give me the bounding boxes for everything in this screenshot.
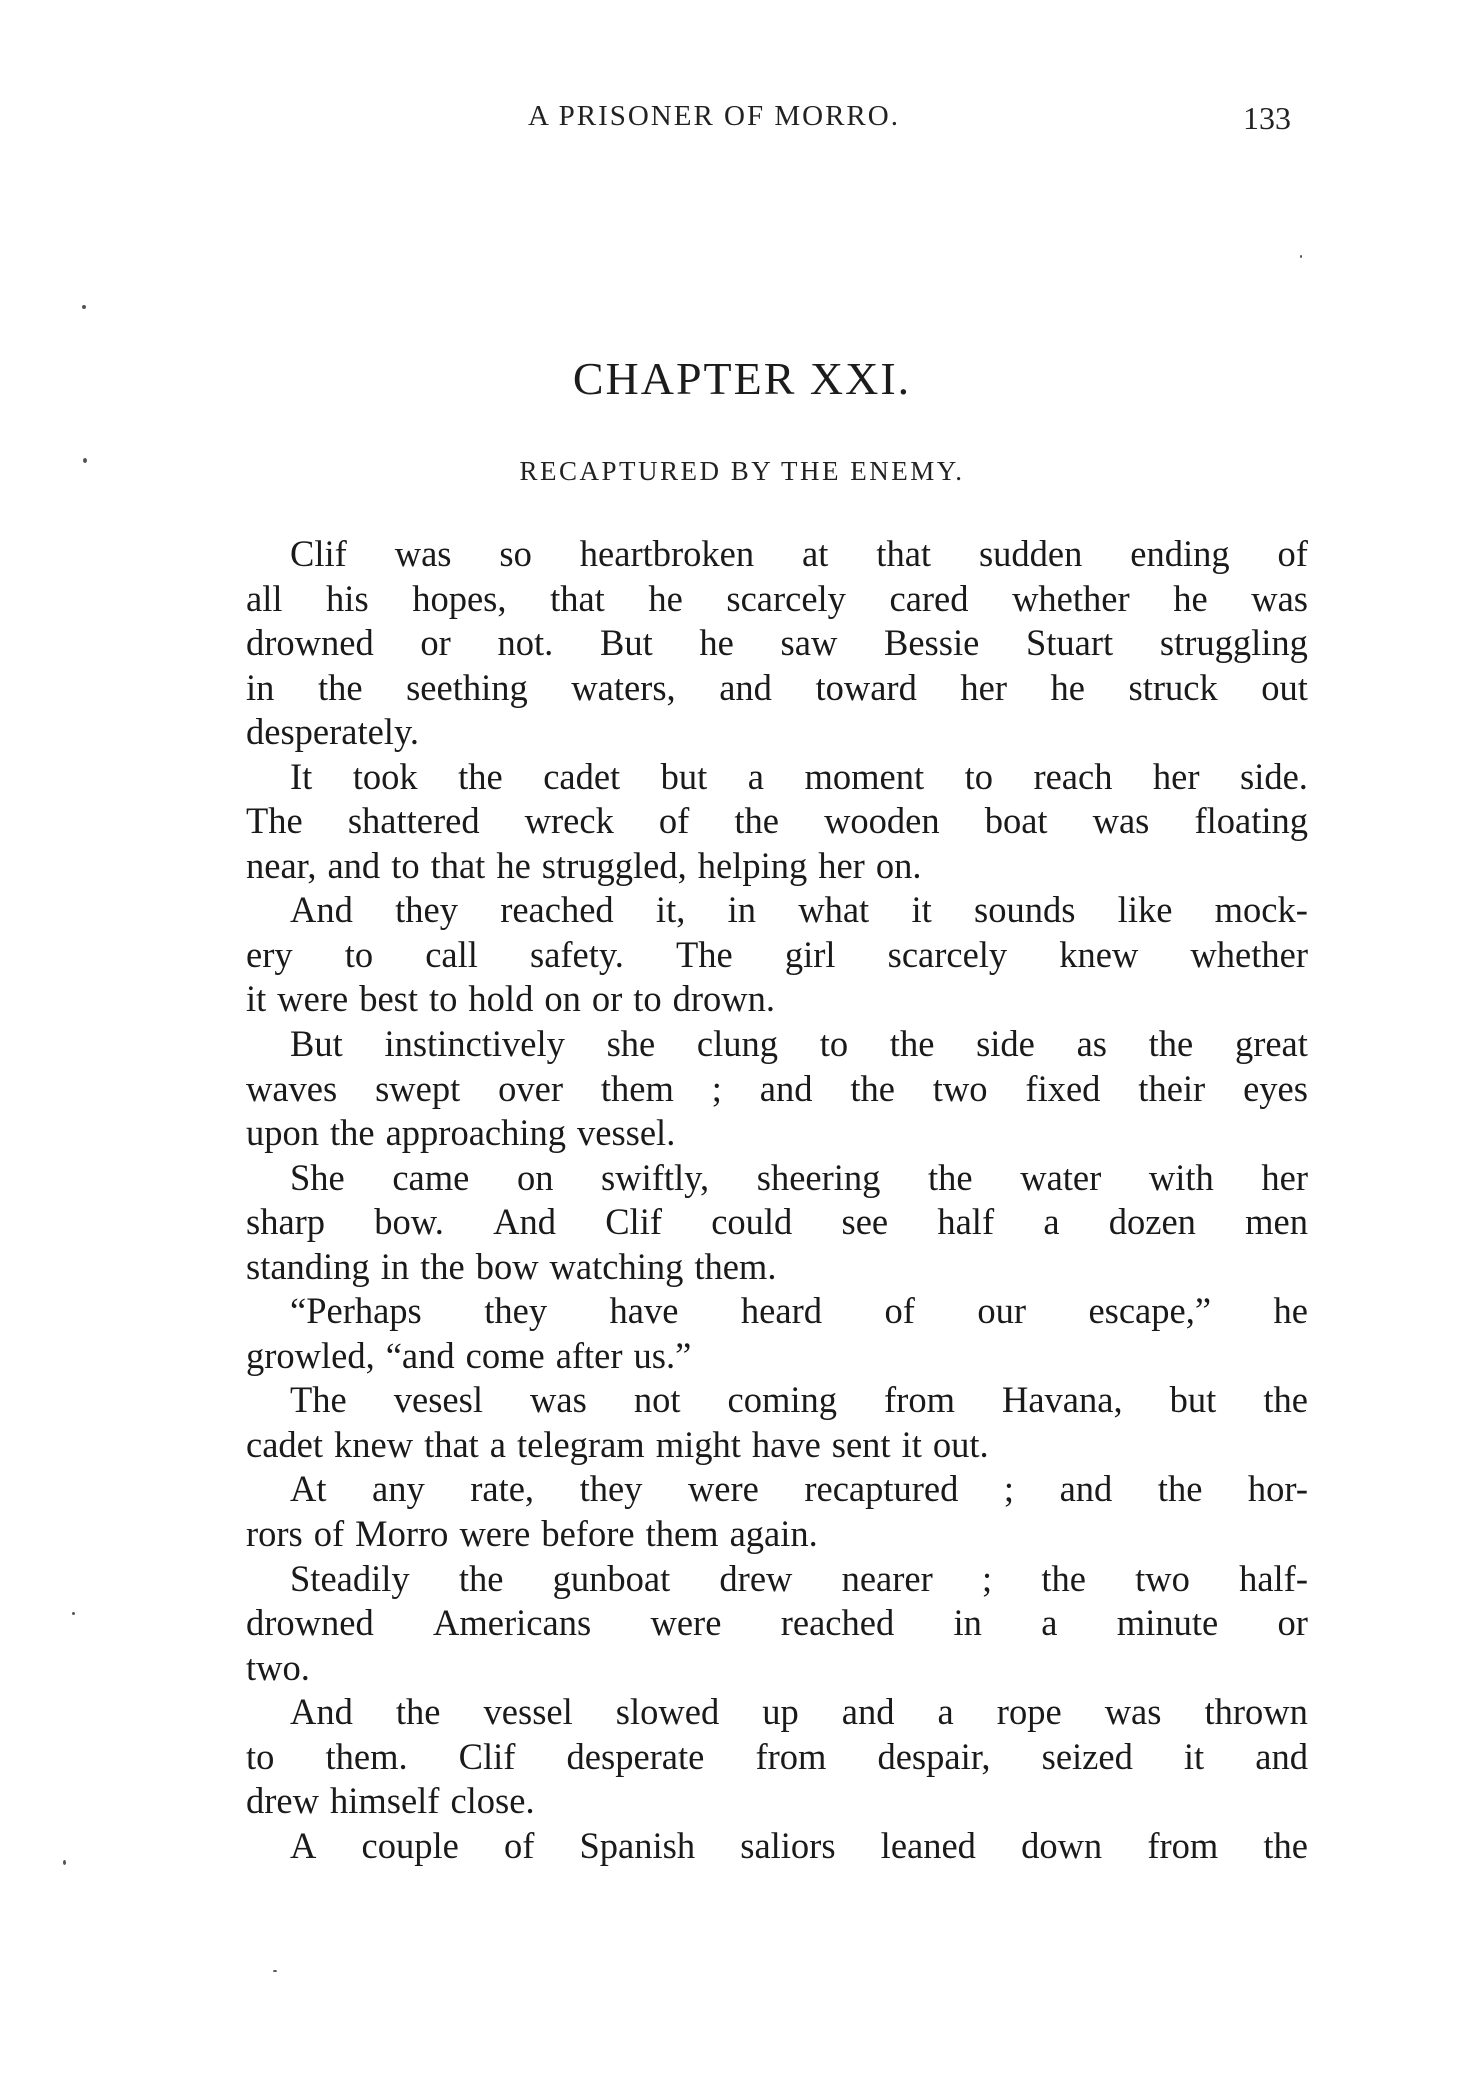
page-number: 133: [1243, 100, 1291, 136]
text-line: The shattered wreck of the wooden boat was floating: [246, 800, 1308, 842]
text-line: in the seething waters, and toward her he struck out: [246, 666, 1308, 708]
text-line: She came on swiftly, sheering the water with her: [290, 1156, 1308, 1198]
text-line: “Perhaps they have heard of our escape,” he: [290, 1290, 1308, 1332]
text-line: desperately.: [246, 711, 419, 753]
text-line: A couple of Spanish saliors leaned down from the: [290, 1824, 1308, 1866]
body-text: [246, 532, 1308, 1868]
chapter-title: CHAPTER XXI.: [572, 353, 912, 404]
text-line: ery to call safety. The girl scarcely knew whether: [246, 933, 1308, 975]
print-speck: [82, 305, 86, 309]
text-line: rors of Morro were before them again.: [246, 1513, 818, 1555]
text-line: two.: [246, 1646, 310, 1688]
text-line: And they reached it, in what it sounds like mock-: [290, 889, 1308, 931]
text-line: The vesesl was not coming from Havana, but the: [290, 1379, 1308, 1421]
text-line: it were best to hold on or to drown.: [246, 978, 776, 1020]
text-line: drew himself close.: [246, 1780, 535, 1822]
chapter-subtitle: RECAPTURED BY THE ENEMY.: [519, 456, 965, 486]
text-line: drowned or not. But he saw Bessie Stuart struggling: [246, 622, 1308, 664]
print-speck: [72, 1612, 75, 1615]
running-head: A PRISONER OF MORRO.: [528, 100, 900, 132]
text-line: standing in the bow watching them.: [246, 1245, 777, 1287]
text-line: At any rate, they were recaptured ; and the hor-: [290, 1468, 1308, 1510]
text-line: to them. Clif desperate from despair, seized it and: [246, 1735, 1308, 1777]
text-line: growled, “and come after us.”: [246, 1334, 692, 1376]
print-speck: [63, 1860, 66, 1865]
text-line: cadet knew that a telegram might have sent it out.: [246, 1423, 989, 1465]
text-line: sharp bow. And Clif could see half a dozen men: [246, 1201, 1308, 1243]
text-line: But instinctively she clung to the side as the great: [290, 1023, 1308, 1065]
text-line: Clif was so heartbroken at that sudden ending of: [290, 533, 1308, 574]
text-line: drowned Americans were reached in a minute or: [246, 1602, 1308, 1644]
print-speck: [1300, 255, 1302, 258]
text-line: near, and to that he struggled, helping her on.: [246, 844, 922, 886]
text-line: all his hopes, that he scarcely cared whether he was: [246, 577, 1308, 619]
text-line: Steadily the gunboat drew nearer ; the two half-: [290, 1557, 1308, 1599]
print-speck: [273, 1970, 277, 1972]
text-line: And the vessel slowed up and a rope was thrown: [290, 1691, 1308, 1733]
text-line: It took the cadet but a moment to reach her side.: [290, 755, 1308, 797]
text-line: upon the approaching vessel.: [246, 1112, 676, 1154]
text-line: waves swept over them ; and the two fixed their eyes: [246, 1067, 1308, 1109]
print-speck: [83, 458, 87, 463]
